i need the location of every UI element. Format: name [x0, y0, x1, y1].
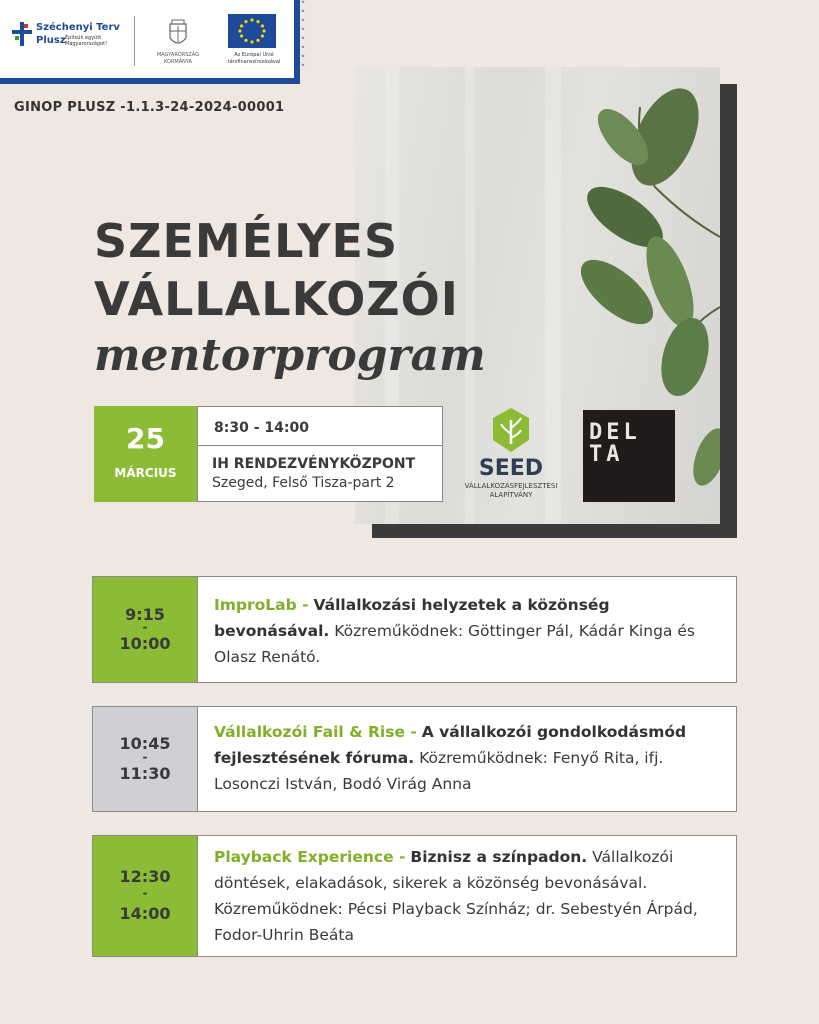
coat-of-arms-icon: [166, 16, 190, 50]
delta-line-1: DEL: [589, 420, 641, 445]
event-venue: IH RENDEZVÉNYKÖZPONT: [212, 456, 416, 472]
title-line-2: VÁLLALKOZÓI: [94, 272, 459, 326]
logo-separator: [134, 16, 135, 66]
info-divider: [198, 445, 442, 446]
schedule-time-cell: [93, 707, 198, 811]
eu-logo: [222, 14, 292, 76]
szechenyi-title: Széchenyi Terv: [36, 22, 120, 33]
delta-wordmark: [589, 422, 641, 466]
government-label: MAGYARORSZÁG KORMÁNYA: [156, 52, 200, 65]
schedule-row: [92, 706, 737, 812]
time-dash: -: [142, 620, 148, 634]
szechenyi-cross-icon: [12, 22, 32, 46]
seed-logo: [452, 402, 574, 512]
seed-leaf-icon: [489, 406, 533, 456]
schedule-description: [214, 592, 724, 670]
title-line-3: mentorprogram: [94, 330, 486, 381]
date-badge: [94, 406, 197, 502]
szechenyi-plusz: Plusz: [36, 35, 66, 46]
event-title: Vállalkozási helyzetek a közönség bevonásával.: [214, 596, 610, 640]
hungarian-government-logo: [150, 14, 206, 74]
project-code: GINOP PLUSZ -1.1.3-24-2024-00001: [14, 100, 285, 115]
chevron-strip-icon: ˅ ˅ ˅ ˅ ˅ ˅ ˅ ˅: [300, 1, 306, 74]
schedule-row: [92, 576, 737, 683]
event-contributors: Közreműködnek: Fenyő Rita, ifj. Losonczi István, Bodó Virág Anna: [214, 749, 664, 793]
time-start: 9:15: [125, 605, 165, 624]
event-info-box: [197, 406, 443, 502]
schedule-time-cell: [93, 836, 198, 956]
title-line-1: SZEMÉLYES: [94, 214, 399, 268]
funding-logo-bar: [0, 0, 300, 84]
event-title: A vállalkozói gondolkodásmód fejlesztésének fóruma.: [214, 723, 687, 767]
time-dash: -: [142, 750, 148, 764]
event-contributors: Közreműködnek: Göttinger Pál, Kádár Kinga és Olasz Renátó.: [214, 622, 695, 666]
event-name: ImproLab -: [214, 596, 309, 614]
event-name: Playback Experience -: [214, 848, 406, 866]
time-end: 14:00: [119, 904, 171, 923]
time-start: 12:30: [119, 867, 171, 886]
szechenyi-terv-logo: [12, 20, 132, 64]
event-time: 8:30 - 14:00: [214, 420, 309, 436]
seed-name: SEED: [478, 456, 544, 481]
schedule-time-cell: [93, 577, 198, 682]
delta-line-2: TA: [589, 442, 624, 467]
event-contributors: Vállalkozói döntések, elakadások, sikerek a közönség bevonásával. Közreműködnek: Pécsi Playback Színház; dr. Sebestyén Árpád, Fodor-Uhrin Beáta: [214, 848, 698, 944]
eu-flag-icon: [228, 14, 276, 48]
time-dash: -: [142, 886, 148, 900]
delta-logo: [583, 410, 675, 502]
szechenyi-tagline: Építsük együtt Magyarországot!: [65, 35, 108, 47]
event-name: Vállalkozói Fail & Rise -: [214, 723, 417, 741]
seed-subtitle: VÁLLALKOZÁSFEJLESZTÉSI ALAPÍTVÁNY: [464, 482, 558, 499]
time-end: 10:00: [119, 634, 171, 653]
schedule-row: [92, 835, 737, 957]
time-start: 10:45: [119, 734, 171, 753]
eu-cofinance-label: Az Európai Unió társfinanszírozásával: [227, 52, 281, 65]
schedule-description: [214, 719, 724, 797]
event-day: 25: [126, 422, 165, 455]
time-end: 11:30: [119, 764, 171, 783]
event-title: Biznisz a színpadon.: [410, 848, 588, 866]
event-month: MÁRCIUS: [114, 466, 177, 480]
schedule-description: [214, 844, 724, 948]
event-address: Szeged, Felső Tisza-part 2: [212, 475, 395, 491]
